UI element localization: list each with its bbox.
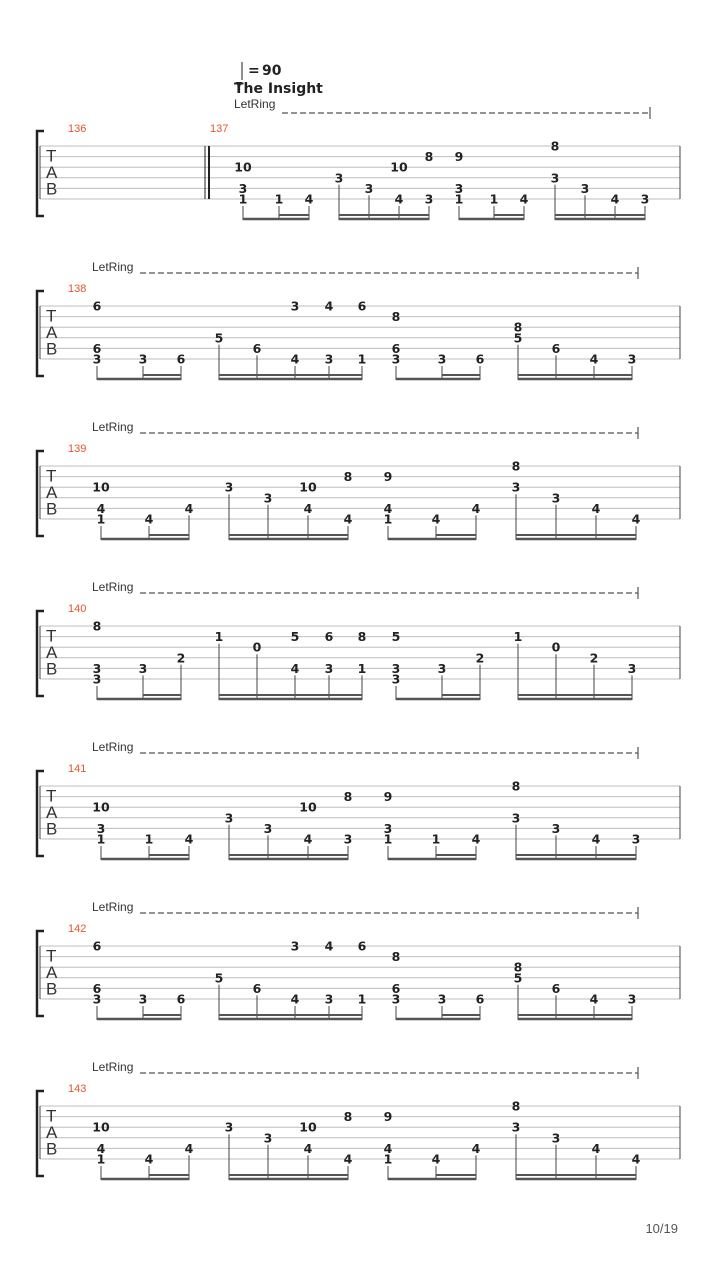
fret-number: 3 <box>224 810 234 826</box>
let-ring-label: LetRing <box>92 420 134 434</box>
fret-number: 3 <box>437 660 447 676</box>
fret-number: 9 <box>383 789 393 805</box>
fret-number: 8 <box>92 618 102 634</box>
fret-number: 4 <box>519 191 529 207</box>
fret-number: 6 <box>92 298 102 314</box>
fret-number: 6 <box>357 298 367 314</box>
fret-number: 3 <box>324 660 334 676</box>
fret-number: 3 <box>551 490 561 506</box>
fret-number: 8 <box>357 629 367 645</box>
tab-letter-a: A <box>46 1123 58 1143</box>
fret-number: 4 <box>303 1140 313 1156</box>
fret-number: 6 <box>357 938 367 954</box>
fret-number: 4 <box>184 831 194 847</box>
tempo-value: 90 <box>262 63 282 79</box>
fret-number: 3 <box>424 191 434 207</box>
tab-letter-t: T <box>46 146 57 166</box>
fret-number: 3 <box>92 660 102 676</box>
page-number: 10/19 <box>645 1221 678 1236</box>
fret-number: 3 <box>224 1119 234 1135</box>
fret-number: 1 <box>96 511 106 527</box>
fret-number: 3 <box>324 991 334 1007</box>
fret-number: 3 <box>96 820 106 836</box>
fret-number: 4 <box>96 1140 106 1156</box>
measure-number: 142 <box>68 923 87 935</box>
fret-number: 4 <box>304 191 314 207</box>
fret-number: 5 <box>513 330 523 346</box>
tab-letter-t: T <box>46 946 57 966</box>
fret-number: 3 <box>631 831 641 847</box>
fret-number: 6 <box>391 980 401 996</box>
fret-number: 8 <box>511 458 521 474</box>
fret-number: 1 <box>96 1151 106 1167</box>
fret-number: 5 <box>391 629 401 645</box>
fret-number: 3 <box>580 180 590 196</box>
fret-number: 4 <box>383 1140 393 1156</box>
fret-number: 8 <box>343 469 353 485</box>
measure-number: 136 <box>68 123 87 135</box>
let-ring-label: LetRing <box>92 580 134 594</box>
fret-number: 3 <box>511 479 521 495</box>
measure-number: 143 <box>68 1083 87 1095</box>
fret-number: 6 <box>92 340 102 356</box>
fret-number: 3 <box>551 820 561 836</box>
fret-number: 8 <box>424 149 434 165</box>
fret-number: 3 <box>437 351 447 367</box>
fret-number: 6 <box>252 980 262 996</box>
fret-number: 3 <box>92 671 102 687</box>
tab-letter-t: T <box>46 1106 57 1126</box>
fret-number: 4 <box>589 991 599 1007</box>
tab-letter-t: T <box>46 466 57 486</box>
measure-number: 139 <box>68 443 87 455</box>
fret-number: 8 <box>513 319 523 335</box>
measure-number: 137 <box>210 123 229 135</box>
tab-letter-b: B <box>46 659 58 679</box>
fret-number: 9 <box>454 149 464 165</box>
tab-letter-t: T <box>46 626 57 646</box>
tempo-equals: = <box>248 63 260 79</box>
fret-number: 10 <box>92 1119 110 1135</box>
fret-number: 10 <box>92 799 110 815</box>
fret-number: 9 <box>383 1109 393 1125</box>
fret-number: 3 <box>550 170 560 186</box>
fret-number: 1 <box>513 629 523 645</box>
fret-number: 1 <box>144 831 154 847</box>
tab-letter-b: B <box>46 339 58 359</box>
tab-letter-a: A <box>46 963 58 983</box>
fret-number: 4 <box>144 1151 154 1167</box>
fret-number: 3 <box>263 490 273 506</box>
fret-number: 3 <box>324 351 334 367</box>
fret-number: 4 <box>631 1151 641 1167</box>
tab-letter-b: B <box>46 179 58 199</box>
fret-number: 3 <box>343 831 353 847</box>
tab-letter-t: T <box>46 306 57 326</box>
fret-number: 4 <box>184 1140 194 1156</box>
fret-number: 1 <box>357 991 367 1007</box>
fret-number: 5 <box>513 970 523 986</box>
fret-number: 4 <box>589 351 599 367</box>
fret-number: 3 <box>437 991 447 1007</box>
fret-number: 3 <box>92 351 102 367</box>
let-ring-label: LetRing <box>92 260 134 274</box>
fret-number: 6 <box>551 340 561 356</box>
fret-number: 2 <box>176 650 186 666</box>
fret-number: 5 <box>290 629 300 645</box>
fret-number: 2 <box>589 650 599 666</box>
fret-number: 4 <box>290 660 300 676</box>
fret-number: 6 <box>475 991 485 1007</box>
fret-number: 5 <box>214 330 224 346</box>
tab-letter-a: A <box>46 483 58 503</box>
tab-letter-b: B <box>46 499 58 519</box>
fret-number: 5 <box>214 970 224 986</box>
fret-number: 10 <box>299 1119 317 1135</box>
fret-number: 4 <box>290 991 300 1007</box>
fret-number: 0 <box>551 639 561 655</box>
fret-number: 8 <box>391 949 401 965</box>
fret-number: 1 <box>357 660 367 676</box>
fret-number: 4 <box>394 191 404 207</box>
fret-number: 1 <box>96 831 106 847</box>
measure-number: 140 <box>68 603 87 615</box>
fret-number: 2 <box>475 650 485 666</box>
fret-number: 4 <box>591 500 601 516</box>
measure-number: 141 <box>68 763 87 775</box>
fret-number: 3 <box>511 1119 521 1135</box>
tab-letter-t: T <box>46 786 57 806</box>
fret-number: 4 <box>471 831 481 847</box>
fret-number: 4 <box>303 500 313 516</box>
fret-number: 1 <box>383 1151 393 1167</box>
fret-number: 10 <box>92 479 110 495</box>
fret-number: 3 <box>627 991 637 1007</box>
fret-number: 4 <box>383 500 393 516</box>
fret-number: 10 <box>390 159 408 175</box>
fret-number: 10 <box>234 159 252 175</box>
fret-number: 3 <box>290 938 300 954</box>
measure-number: 138 <box>68 283 87 295</box>
fret-number: 3 <box>391 671 401 687</box>
fret-number: 4 <box>290 351 300 367</box>
fret-number: 10 <box>299 799 317 815</box>
fret-number: 8 <box>513 959 523 975</box>
fret-number: 3 <box>263 1130 273 1146</box>
fret-number: 3 <box>627 660 637 676</box>
fret-number: 6 <box>92 980 102 996</box>
fret-number: 3 <box>640 191 650 207</box>
fret-number: 6 <box>92 938 102 954</box>
fret-number: 3 <box>511 810 521 826</box>
fret-number: 4 <box>431 1151 441 1167</box>
fret-number: 8 <box>343 789 353 805</box>
tab-letter-b: B <box>46 1139 58 1159</box>
fret-number: 3 <box>454 180 464 196</box>
fret-number: 6 <box>475 351 485 367</box>
fret-number: 4 <box>144 511 154 527</box>
fret-number: 8 <box>343 1109 353 1125</box>
fret-number: 3 <box>391 351 401 367</box>
fret-number: 3 <box>263 820 273 836</box>
fret-number: 8 <box>511 778 521 794</box>
fret-number: 4 <box>431 511 441 527</box>
fret-number: 3 <box>334 170 344 186</box>
fret-number: 3 <box>92 991 102 1007</box>
fret-number: 4 <box>591 1140 601 1156</box>
fret-number: 4 <box>324 938 334 954</box>
fret-number: 3 <box>138 991 148 1007</box>
fret-number: 1 <box>383 511 393 527</box>
fret-number: 1 <box>383 831 393 847</box>
fret-number: 3 <box>138 660 148 676</box>
fret-number: 4 <box>96 500 106 516</box>
fret-number: 6 <box>324 629 334 645</box>
tab-letter-a: A <box>46 803 58 823</box>
fret-number: 4 <box>343 1151 353 1167</box>
fret-number: 6 <box>551 980 561 996</box>
fret-number: 6 <box>391 340 401 356</box>
fret-number: 1 <box>489 191 499 207</box>
fret-number: 6 <box>252 340 262 356</box>
fret-number: 3 <box>224 479 234 495</box>
fret-number: 3 <box>627 351 637 367</box>
fret-number: 3 <box>138 351 148 367</box>
fret-number: 4 <box>471 1140 481 1156</box>
let-ring-label: LetRing <box>92 740 134 754</box>
tab-letter-a: A <box>46 163 58 183</box>
tab-letter-a: A <box>46 323 58 343</box>
fret-number: 4 <box>591 831 601 847</box>
fret-number: 1 <box>274 191 284 207</box>
fret-number: 8 <box>550 138 560 154</box>
fret-number: 4 <box>324 298 334 314</box>
fret-number: 3 <box>290 298 300 314</box>
tab-letter-b: B <box>46 819 58 839</box>
fret-number: 3 <box>383 820 393 836</box>
fret-number: 3 <box>238 180 248 196</box>
fret-number: 1 <box>431 831 441 847</box>
fret-number: 4 <box>184 500 194 516</box>
fret-number: 8 <box>391 309 401 325</box>
fret-number: 4 <box>343 511 353 527</box>
fret-number: 1 <box>357 351 367 367</box>
fret-number: 1 <box>214 629 224 645</box>
fret-number: 6 <box>176 991 186 1007</box>
fret-number: 3 <box>364 180 374 196</box>
tab-letter-a: A <box>46 643 58 663</box>
fret-number: 3 <box>551 1130 561 1146</box>
let-ring-label: LetRing <box>234 97 276 111</box>
fret-number: 3 <box>391 660 401 676</box>
fret-number: 4 <box>610 191 620 207</box>
fret-number: 1 <box>454 191 464 207</box>
fret-number: 8 <box>511 1098 521 1114</box>
fret-number: 0 <box>252 639 262 655</box>
fret-number: 6 <box>176 351 186 367</box>
let-ring-label: LetRing <box>92 1060 134 1074</box>
fret-number: 3 <box>391 991 401 1007</box>
fret-number: 4 <box>471 500 481 516</box>
fret-number: 1 <box>238 191 248 207</box>
section-label: The Insight <box>234 81 323 97</box>
let-ring-label: LetRing <box>92 900 134 914</box>
fret-number: 10 <box>299 479 317 495</box>
tab-letter-b: B <box>46 979 58 999</box>
fret-number: 4 <box>631 511 641 527</box>
fret-number: 4 <box>303 831 313 847</box>
fret-number: 9 <box>383 469 393 485</box>
